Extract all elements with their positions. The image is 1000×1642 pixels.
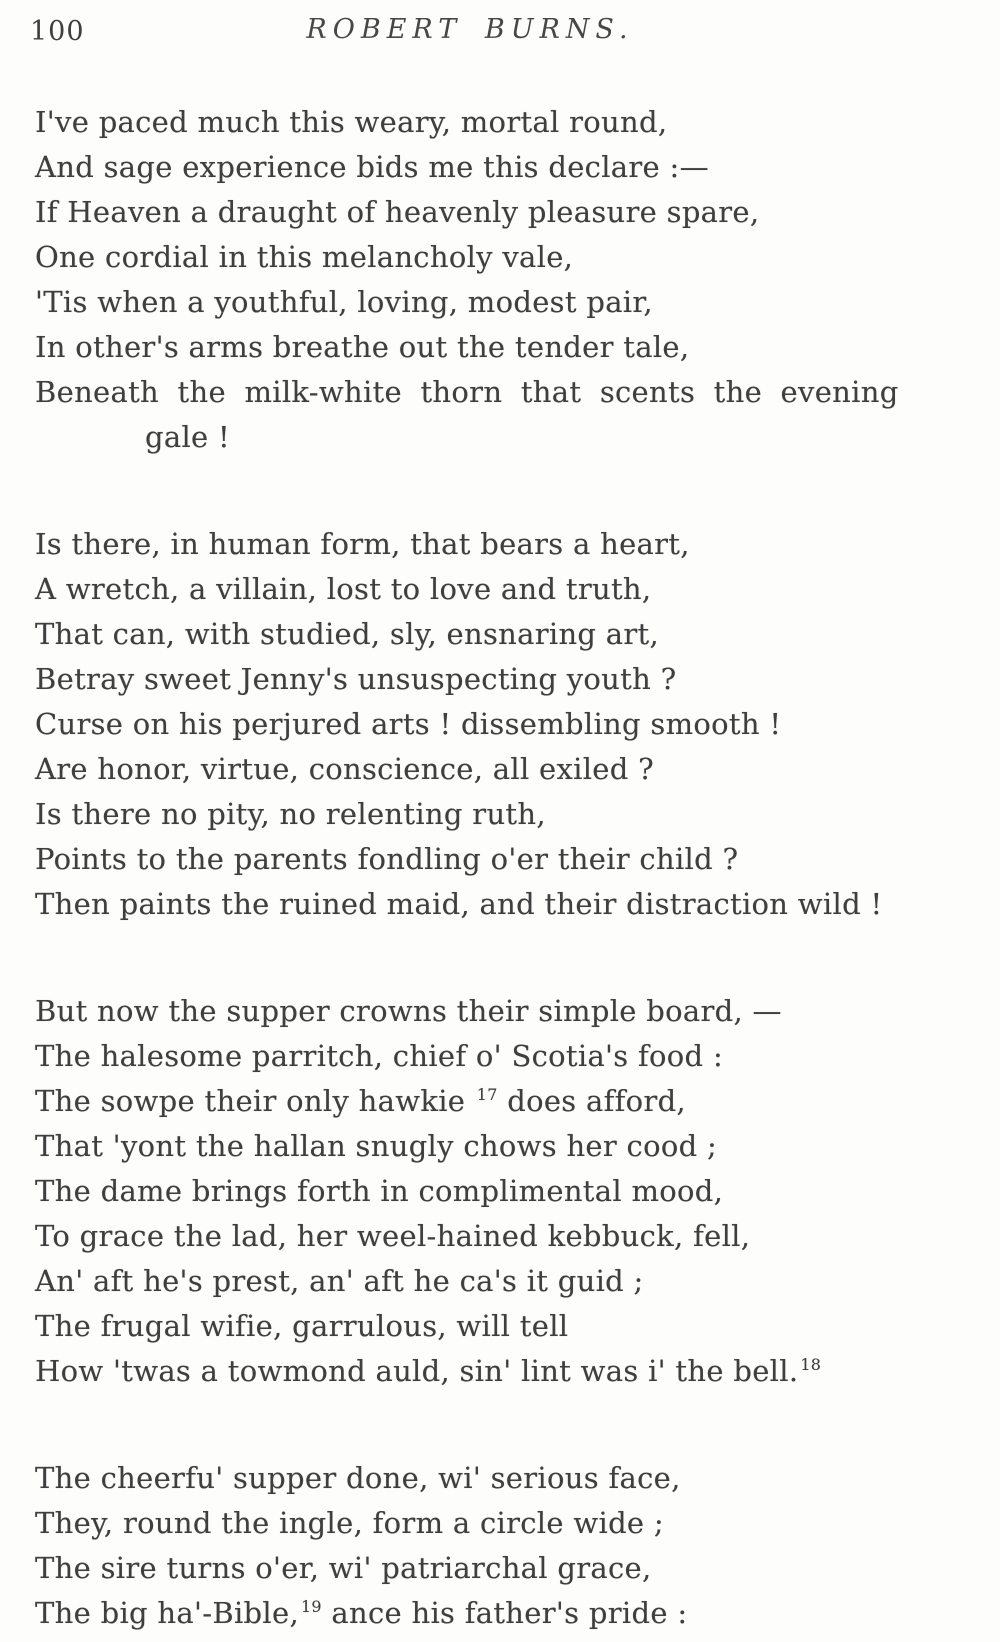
poem-line: Is there, in human form, that bears a heart, [35,527,690,561]
poem-line: A wretch, a villain, lost to love and truth, [35,572,652,606]
poem-line: gale ! [145,420,230,454]
poem-line: That can, with studied, sly, ensnaring art, [35,617,660,651]
poem-line: The sire turns o'er, wi' patriarchal grace, [35,1551,652,1585]
footnote-ref: 19 [300,1597,322,1617]
poem-line: But now the supper crowns their simple board, — [35,994,782,1028]
poem-line: The halesome parritch, chief o' Scotia's food : [35,1039,724,1073]
poem [0,100,1000,1636]
poem-line: Curse on his perjured arts ! dissembling smooth ! [35,707,782,741]
footnote-ref: 17 [476,1085,498,1105]
page-number: 100 [30,16,85,47]
page-header [0,0,1000,60]
poem-line: I've paced much this weary, mortal round, [35,105,668,139]
poem-line: They, round the ingle, form a circle wide ; [35,1506,664,1540]
stanza [35,100,960,460]
stanza [35,522,960,927]
poem-line: An' aft he's prest, an' aft he ca's it guid ; [35,1264,644,1298]
poem-line: If Heaven a draught of heavenly pleasure spare, [35,195,760,229]
running-title: ROBERT BURNS. [306,14,634,45]
poem-line: 'Tis when a youthful, loving, modest pair, [35,285,653,319]
poem-line: One cordial in this melancholy vale, [35,240,574,274]
poem-line: To grace the lad, her weel-hained kebbuck, fell, [35,1219,751,1253]
poem-line: The frugal wifie, garrulous, will tell [35,1309,569,1343]
stanza [35,1456,960,1636]
poem-line: Betray sweet Jenny's unsuspecting youth ? [35,662,677,696]
poem-line: Then paints the ruined maid, and their distraction wild ! [35,887,883,921]
poem-line: The dame brings forth in complimental mood, [35,1174,724,1208]
poem-line: The sowpe their only hawkie $^{17}$ does afford, [35,1084,686,1118]
stanza [35,989,960,1394]
poem-line: Beneath the milk-white thorn that scents the evening [35,375,899,409]
poem-line: The big ha'-Bible, $^{19}$ ance his father's pride : [35,1596,688,1630]
poem-line: Points to the parents fondling o'er their child ? [35,842,739,876]
poem-line: The cheerfu' supper done, wi' serious face, [35,1461,681,1495]
poem-line: In other's arms breathe out the tender tale, [35,330,690,364]
poem-line: That 'yont the hallan snugly chows her cood ; [35,1129,718,1163]
poem-line: How 'twas a towmond auld, sin' lint was i' the bell. $^{18}$ [35,1354,822,1388]
poem-line: Is there no pity, no relenting ruth, [35,797,546,831]
poem-line: And sage experience bids me this declare :— [35,150,709,184]
poem-line: Are honor, virtue, conscience, all exiled ? [35,752,654,786]
footnote-ref: 18 [800,1355,822,1375]
